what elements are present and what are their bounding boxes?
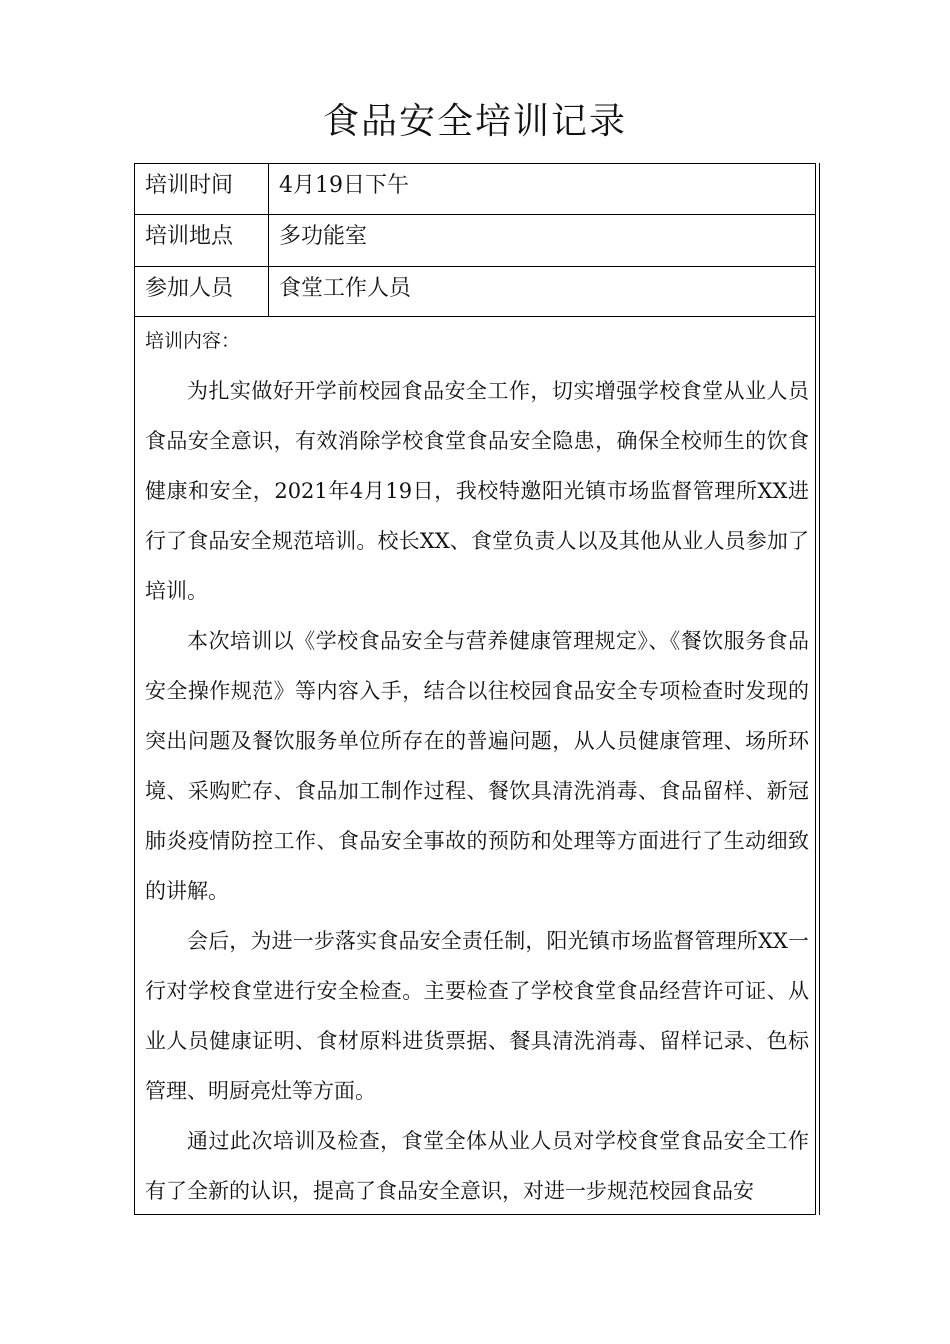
content-paragraph: 为扎实做好开学前校园食品安全工作，切实增强学校食堂从业人员食品安全意识，有效消除学校食堂食品安全隐患，确保全校师生的饮食健康和安全，2021年4月19日，我校特邀阳光镇市场监督管理所XX进行了食品安全规范培训。校长XX、食堂负责人以及其他从业人员参加了培训。: [145, 379, 809, 603]
value-training-location: 多功能室: [279, 224, 368, 249]
content-heading: 培训内容：: [145, 330, 241, 352]
value-participants: 食堂工作人员: [279, 276, 412, 301]
document-title: 食品安全培训记录: [322, 101, 627, 142]
value-training-time: 4月19日下午: [279, 173, 409, 198]
content-paragraph: 本次培训以《学校食品安全与营养健康管理规定》、《餐饮服务食品安全操作规范》等内容入手，结合以往校园食品安全专项检查时发现的突出问题及餐饮服务单位所存在的普遍问题，从人员健康管理、场所环境、采购贮存、食品加工制作过程、餐饮具清洗消毒、食品留样、新冠肺炎疫情防控工作、食品安全事故的预防和处理等方面进行了生动细致的讲解。: [145, 629, 809, 903]
label-training-time: 培训时间: [135, 164, 269, 214]
row-training-time: [135, 164, 815, 215]
training-content: [145, 321, 809, 1216]
label-training-location: 培训地点: [135, 215, 269, 266]
content-paragraph: 通过此次培训及检查，食堂全体从业人员对学校食堂食品安全工作有了全新的认识，提高了食品安全意识，对进一步规范校园食品安: [145, 1129, 809, 1203]
record-table: [134, 163, 816, 1215]
row-participants: [135, 267, 815, 317]
row-training-location: [135, 215, 815, 267]
label-participants: 参加人员: [135, 267, 269, 316]
content-paragraph: 会后，为进一步落实食品安全责任制，阳光镇市场监督管理所XX一行对学校食堂进行安全检查。主要检查了学校食堂食品经营许可证、从业人员健康证明、食材原料进货票据、餐具清洗消毒、留样记录、色标管理、明厨亮灶等方面。: [145, 929, 809, 1103]
